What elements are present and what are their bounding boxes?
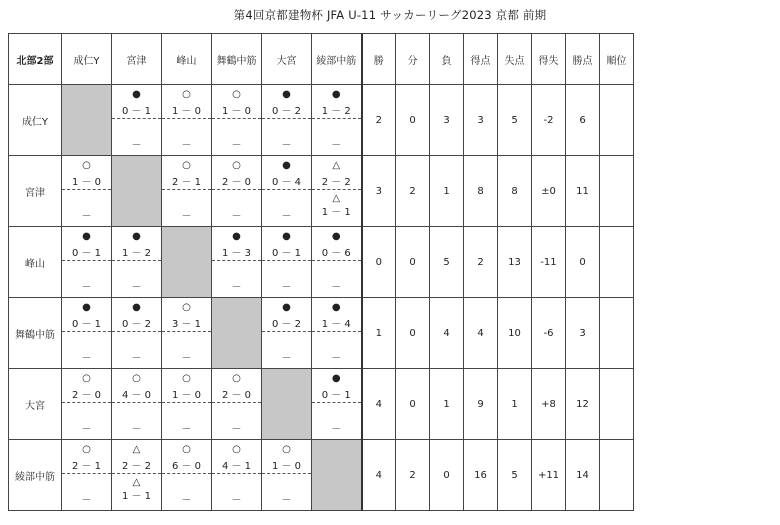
score-first-leg: 0 － 2 xyxy=(262,105,311,119)
stat-points: 0 xyxy=(566,227,600,298)
pending-match-mark: － xyxy=(81,211,92,222)
score-first-leg: 0 － 1 xyxy=(262,247,311,261)
pending-match-mark: － xyxy=(181,424,192,435)
result-mark-first-leg: ● xyxy=(82,231,91,242)
score-first-leg: 1 － 4 xyxy=(312,318,361,332)
stat-header-points: 勝点 xyxy=(566,34,600,85)
stat-draws: 0 xyxy=(396,298,430,369)
score-first-leg: 1 － 0 xyxy=(162,389,211,403)
pending-match-mark: － xyxy=(331,140,342,151)
stat-goals-for: 4 xyxy=(464,298,498,369)
result-mark-first-leg: ● xyxy=(282,231,291,242)
row-team-name: 宮津 xyxy=(9,156,62,227)
pending-match-mark: － xyxy=(331,424,342,435)
stat-draws: 0 xyxy=(396,85,430,156)
table-row xyxy=(9,156,634,227)
result-mark-first-leg: ○ xyxy=(182,444,191,455)
table-row xyxy=(9,369,634,440)
match-result-cell xyxy=(312,156,362,227)
stat-goals-against: 10 xyxy=(498,298,532,369)
match-result-cell xyxy=(62,440,112,511)
pending-match-mark: － xyxy=(131,424,142,435)
score-first-leg: 6 － 0 xyxy=(162,460,211,474)
match-result-cell xyxy=(112,227,162,298)
header-row xyxy=(9,34,634,85)
pending-match-mark: － xyxy=(181,353,192,364)
match-result-cell xyxy=(212,369,262,440)
score-first-leg: 2 － 0 xyxy=(212,176,261,190)
stat-goals-against: 5 xyxy=(498,440,532,511)
score-first-leg: 2 － 0 xyxy=(212,389,261,403)
score-first-leg: 0 － 4 xyxy=(262,176,311,190)
score-first-leg: 2 － 2 xyxy=(312,176,361,190)
row-team-name: 大宮 xyxy=(9,369,62,440)
score-first-leg: 2 － 1 xyxy=(62,460,111,474)
result-mark-first-leg: ● xyxy=(282,160,291,171)
pending-match-mark: － xyxy=(281,282,292,293)
match-result-cell xyxy=(112,440,162,511)
pending-match-mark: － xyxy=(231,211,242,222)
score-first-leg: 1 － 2 xyxy=(312,105,361,119)
stat-points: 11 xyxy=(566,156,600,227)
stat-losses: 4 xyxy=(430,298,464,369)
self-match-cell xyxy=(312,440,362,511)
stat-losses: 5 xyxy=(430,227,464,298)
match-result-cell xyxy=(112,85,162,156)
pending-match-mark: － xyxy=(281,211,292,222)
pending-match-mark: － xyxy=(281,140,292,151)
team-column-header: 峰山 xyxy=(162,34,212,85)
stat-goal-difference: +11 xyxy=(532,440,566,511)
stat-goal-difference: -2 xyxy=(532,85,566,156)
result-mark-first-leg: ● xyxy=(282,302,291,313)
score-first-leg: 1 － 3 xyxy=(212,247,261,261)
stat-header-wins: 勝 xyxy=(362,34,396,85)
stat-rank xyxy=(600,298,634,369)
stat-losses: 3 xyxy=(430,85,464,156)
row-team-name: 綾部中筋 xyxy=(9,440,62,511)
pending-match-mark: － xyxy=(231,424,242,435)
stat-goals-for: 2 xyxy=(464,227,498,298)
result-mark-first-leg: ● xyxy=(331,302,341,313)
self-match-cell xyxy=(212,298,262,369)
team-column-header: 成仁Y xyxy=(62,34,112,85)
pending-match-mark: － xyxy=(81,353,92,364)
result-mark-first-leg: ○ xyxy=(282,444,291,455)
self-match-cell xyxy=(262,369,312,440)
stat-draws: 0 xyxy=(396,227,430,298)
pending-match-mark: － xyxy=(131,353,142,364)
stat-points: 14 xyxy=(566,440,600,511)
stat-header-goals-against: 失点 xyxy=(498,34,532,85)
pending-match-mark: － xyxy=(181,211,192,222)
result-mark-first-leg: ○ xyxy=(82,444,91,455)
stat-wins: 0 xyxy=(362,227,396,298)
league-standings-table xyxy=(8,33,634,511)
stat-header-goal-difference: 得失 xyxy=(532,34,566,85)
pending-match-mark: － xyxy=(81,424,92,435)
row-team-name: 峰山 xyxy=(9,227,62,298)
stat-header-goals-for: 得点 xyxy=(464,34,498,85)
score-first-leg: 4 － 1 xyxy=(212,460,261,474)
stat-goal-difference: ±0 xyxy=(532,156,566,227)
score-first-leg: 0 － 1 xyxy=(312,389,361,403)
self-match-cell xyxy=(62,85,112,156)
score-second-leg: 1 － 1 xyxy=(121,491,152,502)
score-first-leg: 0 － 6 xyxy=(312,247,361,261)
score-first-leg: 1 － 2 xyxy=(112,247,161,261)
stat-wins: 4 xyxy=(362,369,396,440)
result-mark-first-leg: ○ xyxy=(182,302,191,313)
result-mark-first-leg: ○ xyxy=(182,89,191,100)
stat-goals-against: 13 xyxy=(498,227,532,298)
score-first-leg: 1 － 0 xyxy=(212,105,261,119)
pending-match-mark: － xyxy=(181,140,192,151)
pending-match-mark: － xyxy=(231,282,242,293)
stat-goals-against: 8 xyxy=(498,156,532,227)
stat-header-rank: 順位 xyxy=(600,34,634,85)
stat-rank xyxy=(600,85,634,156)
match-result-cell xyxy=(162,440,212,511)
score-first-leg: 0 － 1 xyxy=(112,105,161,119)
match-result-cell xyxy=(262,85,312,156)
result-mark-second-leg: △ xyxy=(332,193,341,204)
stat-points: 12 xyxy=(566,369,600,440)
result-mark-first-leg: ○ xyxy=(182,373,191,384)
score-first-leg: 4 － 0 xyxy=(112,389,161,403)
result-mark-first-leg: ● xyxy=(132,231,141,242)
pending-match-mark: － xyxy=(331,282,342,293)
stat-goals-for: 9 xyxy=(464,369,498,440)
match-result-cell xyxy=(62,298,112,369)
stat-wins: 2 xyxy=(362,85,396,156)
corner-header: 北部2部 xyxy=(9,34,62,85)
match-result-cell xyxy=(262,440,312,511)
pending-match-mark: － xyxy=(331,353,342,364)
stat-rank xyxy=(600,227,634,298)
match-result-cell xyxy=(162,369,212,440)
match-result-cell xyxy=(162,298,212,369)
result-mark-first-leg: ● xyxy=(282,89,291,100)
stat-draws: 2 xyxy=(396,156,430,227)
match-result-cell xyxy=(312,227,362,298)
match-result-cell xyxy=(262,298,312,369)
stat-goals-against: 1 xyxy=(498,369,532,440)
stat-goals-for: 3 xyxy=(464,85,498,156)
team-column-header: 綾部中筋 xyxy=(312,34,362,85)
result-mark-first-leg: ○ xyxy=(82,160,91,171)
score-first-leg: 2 － 0 xyxy=(62,389,111,403)
pending-match-mark: － xyxy=(81,495,92,506)
table-row xyxy=(9,440,634,511)
stat-losses: 0 xyxy=(430,440,464,511)
stat-points: 6 xyxy=(566,85,600,156)
match-result-cell xyxy=(212,440,262,511)
stat-goal-difference: +8 xyxy=(532,369,566,440)
stat-header-draws: 分 xyxy=(396,34,430,85)
match-result-cell xyxy=(62,227,112,298)
match-result-cell xyxy=(112,369,162,440)
match-result-cell xyxy=(262,227,312,298)
result-mark-first-leg: ○ xyxy=(232,373,241,384)
match-result-cell xyxy=(312,369,362,440)
result-mark-first-leg: ○ xyxy=(232,444,241,455)
result-mark-first-leg: ○ xyxy=(82,373,91,384)
team-column-header: 舞鶴中筋 xyxy=(212,34,262,85)
stat-goals-for: 8 xyxy=(464,156,498,227)
stat-goals-against: 5 xyxy=(498,85,532,156)
stat-wins: 1 xyxy=(362,298,396,369)
pending-match-mark: － xyxy=(231,495,242,506)
match-result-cell xyxy=(212,85,262,156)
pending-match-mark: － xyxy=(281,495,292,506)
match-result-cell xyxy=(212,156,262,227)
score-first-leg: 1 － 0 xyxy=(262,460,311,474)
result-mark-first-leg: ○ xyxy=(232,89,241,100)
pending-match-mark: － xyxy=(281,353,292,364)
result-mark-first-leg: ● xyxy=(331,373,341,384)
result-mark-first-leg: ● xyxy=(82,302,91,313)
stat-wins: 4 xyxy=(362,440,396,511)
score-first-leg: 2 － 1 xyxy=(162,176,211,190)
stat-goal-difference: -11 xyxy=(532,227,566,298)
stat-wins: 3 xyxy=(362,156,396,227)
stat-goal-difference: -6 xyxy=(532,298,566,369)
score-first-leg: 3 － 1 xyxy=(162,318,211,332)
match-result-cell xyxy=(62,156,112,227)
result-mark-first-leg: ○ xyxy=(132,373,141,384)
pending-match-mark: － xyxy=(81,282,92,293)
pending-match-mark: － xyxy=(231,140,242,151)
stat-points: 3 xyxy=(566,298,600,369)
team-column-header: 宮津 xyxy=(112,34,162,85)
stat-losses: 1 xyxy=(430,156,464,227)
result-mark-first-leg: △ xyxy=(332,160,341,171)
table-row xyxy=(9,227,634,298)
score-first-leg: 2 － 2 xyxy=(112,460,161,474)
team-column-header: 大宮 xyxy=(262,34,312,85)
result-mark-second-leg: △ xyxy=(132,477,141,488)
match-result-cell xyxy=(62,369,112,440)
page-title: 第4回京都建物杯 JFA U-11 サッカーリーグ2023 京都 前期 xyxy=(233,8,547,22)
table-row xyxy=(9,298,634,369)
score-first-leg: 0 － 2 xyxy=(112,318,161,332)
match-result-cell xyxy=(162,156,212,227)
result-mark-first-leg: ● xyxy=(132,302,141,313)
result-mark-first-leg: ● xyxy=(132,89,141,100)
pending-match-mark: － xyxy=(131,140,142,151)
match-result-cell xyxy=(162,85,212,156)
table-row xyxy=(9,85,634,156)
match-result-cell xyxy=(312,298,362,369)
result-mark-first-leg: ● xyxy=(232,231,241,242)
self-match-cell xyxy=(112,156,162,227)
self-match-cell xyxy=(162,227,212,298)
match-result-cell xyxy=(262,156,312,227)
result-mark-first-leg: ○ xyxy=(232,160,241,171)
result-mark-first-leg: △ xyxy=(132,444,141,455)
stat-rank xyxy=(600,440,634,511)
score-first-leg: 0 － 1 xyxy=(62,247,111,261)
stat-goals-for: 16 xyxy=(464,440,498,511)
score-first-leg: 1 － 0 xyxy=(62,176,111,190)
score-first-leg: 0 － 1 xyxy=(62,318,111,332)
result-mark-first-leg: ● xyxy=(331,231,341,242)
stat-rank xyxy=(600,369,634,440)
row-team-name: 舞鶴中筋 xyxy=(9,298,62,369)
match-result-cell xyxy=(212,227,262,298)
result-mark-first-leg: ○ xyxy=(182,160,191,171)
match-result-cell xyxy=(112,298,162,369)
score-second-leg: 1 － 1 xyxy=(321,207,351,218)
stat-header-losses: 負 xyxy=(430,34,464,85)
stat-draws: 2 xyxy=(396,440,430,511)
result-mark-first-leg: ● xyxy=(331,89,341,100)
stat-losses: 1 xyxy=(430,369,464,440)
score-first-leg: 1 － 0 xyxy=(162,105,211,119)
score-first-leg: 0 － 2 xyxy=(262,318,311,332)
stat-draws: 0 xyxy=(396,369,430,440)
pending-match-mark: － xyxy=(131,282,142,293)
pending-match-mark: － xyxy=(181,495,192,506)
row-team-name: 成仁Y xyxy=(9,85,62,156)
stat-rank xyxy=(600,156,634,227)
match-result-cell xyxy=(312,85,362,156)
